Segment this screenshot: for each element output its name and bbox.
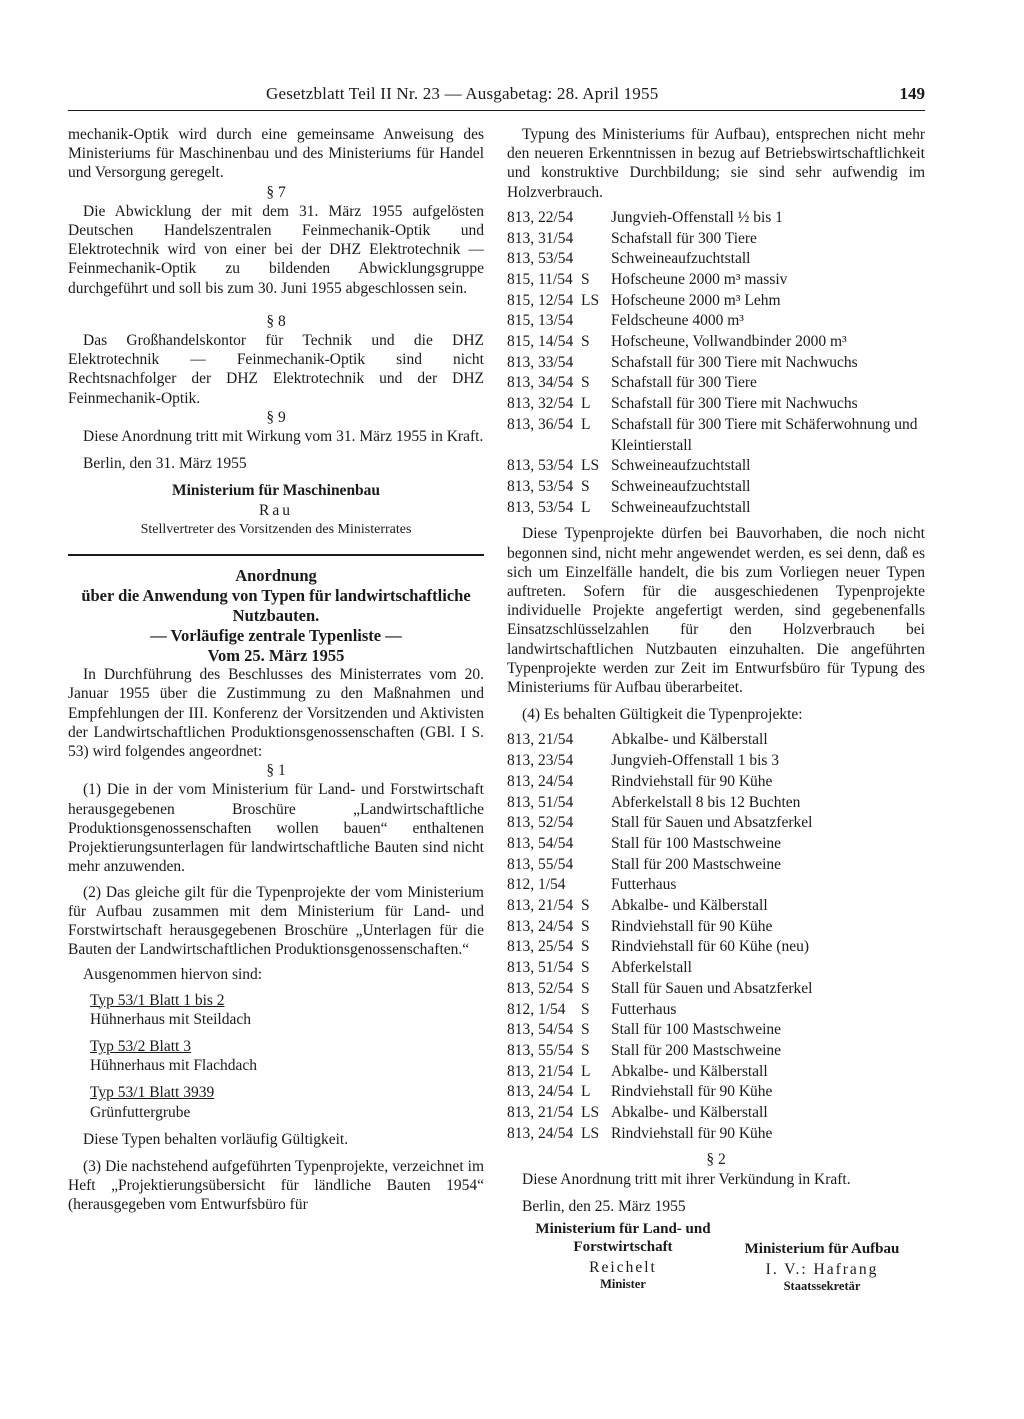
project-row (507, 249, 925, 270)
section-2-text: Diese Anordnung tritt mit ihrer Verkündung in Kraft. (522, 1170, 851, 1188)
project-name: Futterhaus (611, 1000, 677, 1018)
project-variant: L (581, 395, 591, 413)
exception-item (90, 1083, 484, 1123)
project-number: 813, 25/54 (507, 938, 574, 956)
project-row (507, 793, 925, 814)
project-row (507, 958, 925, 979)
project-number: 813, 54/54 (507, 834, 574, 852)
decree-title-1: Anordnung (235, 566, 317, 586)
project-variant: L (581, 1083, 591, 1101)
project-row (507, 415, 925, 456)
project-row (507, 855, 925, 876)
intro-text: mechanik-Optik wird durch eine gemeinsame Anweisung des Ministeriums für Maschinenbau und des Ministeriums für Handel und Versorgung geregelt. (68, 126, 484, 182)
project-row (507, 1082, 925, 1103)
page-number: 149 (899, 84, 925, 103)
project-row (507, 353, 925, 374)
project-name: Schweineaufzuchtstall (611, 457, 751, 475)
decree-title-2: über die Anwendung von Typen für landwirtschaftliche Nutzbauten. (81, 586, 471, 626)
signer-role: Minister (600, 1277, 646, 1292)
signature-block (507, 1220, 925, 1300)
project-variant (581, 813, 611, 834)
list1-note: Diese Typenprojekte dürfen bei Bauvorhaben, die noch nicht begonnen sind, nicht mehr angewendet werden, es sei denn, daß es sich um Einzelfälle handelt, die bis zum Vorliegen neuer Typen auftreten. Sofern für die ausgeschiedenen Typenprojekte individuelle Projekte angefertigt werden, sind gegebenenfalls Einsatzschlüsselzahlen für den Holzverbrauch bei landwirtschaftlichen Nutzbauten einzuhalten. Die angeführten Typenprojekte werden zur Zeit im Entwurfsbüro für Typung des Ministeriums für Aufbau überarbeitet. (507, 525, 925, 696)
project-name: Hofscheune 2000 m³ massiv (611, 270, 788, 288)
ministry-name: Ministerium für Maschinenbau (171, 482, 381, 500)
project-number: 813, 33/54 (507, 353, 574, 371)
withdrawn-projects-table (507, 208, 925, 519)
project-variant (581, 875, 611, 896)
project-number: 813, 52/54 (507, 814, 574, 832)
exception-type: Typ 53/2 Blatt 3 (90, 1037, 191, 1055)
project-number: 815, 11/54 (507, 270, 573, 288)
project-variant: S (581, 270, 590, 288)
project-row (507, 917, 925, 938)
section-8-heading: § 8 (266, 312, 286, 330)
project-row (507, 772, 925, 793)
right-column (507, 125, 925, 1300)
project-variant: S (581, 333, 590, 351)
exception-item (90, 1037, 484, 1077)
project-name: Rindviehstall für 60 Kühe (neu) (611, 938, 810, 956)
project-variant: LS (581, 291, 600, 309)
project-name: Abkalbe- und Kälberstall (611, 1104, 768, 1122)
project-variant: S (581, 1021, 590, 1039)
project-variant: S (581, 1041, 590, 1059)
page-header (68, 84, 925, 111)
signer-person: Reichelt (589, 1259, 657, 1277)
project-name: Schafstall für 300 Tiere (611, 229, 757, 247)
project-variant: LS (581, 457, 600, 475)
project-name: Stall für 100 Mastschweine (611, 834, 782, 852)
project-number: 813, 32/54 (507, 395, 574, 413)
project-variant: S (581, 1000, 590, 1018)
project-row (507, 1020, 925, 1041)
left-column (68, 125, 484, 1215)
project-row (507, 937, 925, 958)
project-row (507, 270, 925, 291)
exception-desc: Hühnerhaus mit Steildach (90, 1010, 251, 1028)
project-number: 813, 21/54 (507, 897, 574, 915)
project-name: Jungvieh-Offenstall ½ bis 1 (611, 208, 783, 226)
project-row (507, 979, 925, 1000)
project-variant (581, 229, 611, 250)
exceptions-intro: Ausgenommen hiervon sind: (83, 966, 263, 984)
signer-name: Rau (259, 501, 293, 519)
section-7-heading: § 7 (266, 183, 286, 201)
project-row (507, 1124, 925, 1145)
project-variant (581, 855, 611, 876)
project-name: Schafstall für 300 Tiere (611, 374, 757, 392)
exception-desc: Hühnerhaus mit Flachdach (90, 1057, 258, 1075)
project-row (507, 332, 925, 353)
signer-org: Ministerium für Aufbau (744, 1241, 900, 1258)
continuation-text: Typung des Ministeriums für Aufbau), entsprechen nicht mehr den neueren Erkenntnissen in bezug auf Betriebswirtschaftlichkeit und konstruktive Durchbildung; sie sind sehr aufwendig im Holzverbrauch. (507, 126, 925, 201)
project-name: Schweineaufzuchtstall (611, 250, 751, 268)
exception-desc: Grünfuttergrube (90, 1103, 191, 1121)
project-variant (581, 834, 611, 855)
project-number: 813, 53/54 (507, 250, 574, 268)
project-number: 813, 23/54 (507, 752, 574, 770)
para-4-intro: (4) Es behalten Gültigkeit die Typenprojekte: (522, 706, 803, 724)
project-name: Schweineaufzuchtstall (611, 498, 751, 516)
project-name: Rindviehstall für 90 Kühe (611, 917, 773, 935)
project-variant: L (581, 1062, 591, 1080)
project-variant (581, 751, 611, 772)
signer-agriculture (529, 1220, 717, 1292)
project-row (507, 1062, 925, 1083)
project-number: 812, 1/54 (507, 1000, 566, 1018)
project-row (507, 311, 925, 332)
validity-note: Diese Typen behalten vorläufig Gültigkeit. (83, 1130, 349, 1148)
project-variant (581, 353, 611, 374)
exception-type: Typ 53/1 Blatt 3939 (90, 1084, 215, 1102)
header-title: Gesetzblatt Teil II Nr. 23 — Ausgabetag: 28. April 1955 (266, 84, 659, 103)
project-variant: S (581, 917, 590, 935)
section-9-heading: § 9 (266, 408, 286, 426)
project-number: 815, 13/54 (507, 312, 574, 330)
project-variant (581, 772, 611, 793)
project-name: Abferkelstall 8 bis 12 Buchten (611, 793, 801, 811)
project-variant (581, 730, 611, 751)
project-number: 813, 21/54 (507, 1104, 574, 1122)
section-9-text: Diese Anordnung tritt mit Wirkung vom 31. März 1955 in Kraft. (83, 428, 484, 446)
project-row (507, 229, 925, 250)
project-number: 813, 31/54 (507, 229, 574, 247)
project-number: 813, 24/54 (507, 917, 574, 935)
project-name: Futterhaus (611, 876, 677, 894)
project-name: Abkalbe- und Kälberstall (611, 731, 768, 749)
project-number: 813, 54/54 (507, 1021, 574, 1039)
project-variant: LS (581, 1124, 600, 1142)
project-variant: S (581, 959, 590, 977)
project-row (507, 896, 925, 917)
section-2-heading: § 2 (706, 1151, 726, 1169)
project-number: 813, 52/54 (507, 979, 574, 997)
project-name: Schafstall für 300 Tiere mit Schäferwohnung und Kleintierstall (611, 415, 918, 454)
project-number: 813, 34/54 (507, 374, 574, 392)
project-name: Stall für 100 Mastschweine (611, 1021, 782, 1039)
project-variant: S (581, 477, 590, 495)
signer-role: Stellvertreter des Vorsitzenden des Ministerrates (140, 521, 412, 537)
project-number: 813, 51/54 (507, 793, 574, 811)
section-1-para-2: (2) Das gleiche gilt für die Typenprojekte der vom Ministerium für Aufbau zusammen mit dem Ministerium für Land- und Forstwirtschaft herausgegebenen Broschüre „Unterlagen für die Bauten der Landwirtschaftlichen Produktionsgenossenschaften.“ (68, 883, 484, 959)
project-number: 813, 24/54 (507, 1083, 574, 1101)
project-number: 815, 12/54 (507, 291, 574, 309)
project-variant (581, 208, 611, 229)
project-row (507, 394, 925, 415)
project-name: Rindviehstall für 90 Kühe (611, 1083, 773, 1101)
project-row (507, 477, 925, 498)
place-date: Berlin, den 31. März 1955 (83, 455, 247, 473)
project-variant: S (581, 938, 590, 956)
place-date-2: Berlin, den 25. März 1955 (522, 1197, 686, 1215)
project-variant: LS (581, 1104, 600, 1122)
project-variant: L (581, 498, 591, 516)
project-row (507, 751, 925, 772)
project-name: Schafstall für 300 Tiere mit Nachwuchs (611, 395, 858, 413)
preamble: In Durchführung des Beschlusses des Ministerrates vom 20. Januar 1955 über die Zustimmung zu den Maßnahmen und Empfehlungen der III. Konferenz der Vorsitzenden und Aktivisten der Landwirtschaftlichen Produktionsgenossenschaften (GBl. I S. 53) wird folgendes angeordnet: (68, 666, 484, 761)
project-row (507, 1041, 925, 1062)
project-number: 813, 24/54 (507, 772, 574, 790)
project-row (507, 291, 925, 312)
project-name: Abkalbe- und Kälberstall (611, 897, 768, 915)
project-name: Stall für Sauen und Absatzferkel (611, 814, 813, 832)
project-row (507, 1103, 925, 1124)
section-1-para-3: (3) Die nachstehend aufgeführten Typenprojekte, verzeichnet im Heft „Projektierungsübersicht für ländliche Bauten 1954“ (herausgegeben vom Entwurfsbüro für (68, 1157, 484, 1214)
project-name: Hofscheune, Vollwandbinder 2000 m³ (611, 333, 847, 351)
project-number: 813, 53/54 (507, 498, 574, 516)
project-number: 813, 53/54 (507, 477, 574, 495)
decree-title-3: — Vorläufige zentrale Typenliste — (150, 626, 402, 646)
project-variant: S (581, 979, 590, 997)
project-number: 813, 53/54 (507, 457, 574, 475)
section-8-text: Das Großhandelskontor für Technik und die DHZ Elektrotechnik — Feinmechanik-Optik sind nicht Rechtsnachfolger der DHZ Elektrotechnik und der DHZ Feinmechanik-Optik. (68, 332, 484, 407)
project-name: Rindviehstall für 90 Kühe (611, 772, 773, 790)
project-number: 813, 21/54 (507, 731, 574, 749)
project-name: Hofscheune 2000 m³ Lehm (611, 291, 781, 309)
project-row (507, 813, 925, 834)
project-number: 815, 14/54 (507, 333, 574, 351)
project-variant (581, 249, 611, 270)
section-1-para-1: (1) Die in der vom Ministerium für Land- und Forstwirtschaft herausgegebenen Broschüre „Landwirtschaftliche Produktionsgenossenschaften wollen bauen“ enthaltenen Projektierungsunterlagen für landwirtschaftliche Bauten sind nicht mehr anzuwenden. (68, 781, 484, 876)
project-row (507, 1000, 925, 1021)
signer-role: Staatssekretär (783, 1279, 861, 1294)
project-number: 813, 24/54 (507, 1124, 574, 1142)
valid-projects-table (507, 730, 925, 1144)
project-variant (581, 311, 611, 332)
project-number: 813, 36/54 (507, 415, 574, 433)
project-name: Rindviehstall für 90 Kühe (611, 1124, 773, 1142)
project-number: 813, 21/54 (507, 1062, 574, 1080)
exception-types (90, 991, 484, 1124)
project-name: Stall für Sauen und Absatzferkel (611, 979, 813, 997)
project-variant: L (581, 415, 591, 433)
project-number: 812, 1/54 (507, 876, 566, 894)
project-row (507, 208, 925, 229)
signer-person: I. V.: Hafrang (765, 1261, 879, 1279)
project-number: 813, 22/54 (507, 208, 574, 226)
project-row (507, 373, 925, 394)
project-number: 813, 55/54 (507, 855, 574, 873)
project-name: Stall für 200 Mastschweine (611, 855, 782, 873)
project-name: Abferkelstall (611, 959, 692, 977)
project-name: Schweineaufzuchtstall (611, 477, 751, 495)
exception-type: Typ 53/1 Blatt 1 bis 2 (90, 991, 225, 1009)
signer-construction (719, 1240, 925, 1294)
project-variant: S (581, 374, 590, 392)
project-row (507, 498, 925, 519)
project-row (507, 730, 925, 751)
project-variant (581, 793, 611, 814)
exception-item (90, 991, 484, 1031)
project-number: 813, 55/54 (507, 1041, 574, 1059)
separator (68, 554, 484, 556)
project-row (507, 834, 925, 855)
project-name: Schafstall für 300 Tiere mit Nachwuchs (611, 353, 858, 371)
project-name: Feldscheune 4000 m³ (611, 312, 744, 330)
project-row (507, 875, 925, 896)
project-name: Stall für 200 Mastschweine (611, 1041, 782, 1059)
section-7-text: Die Abwicklung der mit dem 31. März 1955 aufgelösten Deutschen Handelszentralen Feinmechanik-Optik und Elektrotechnik wird von einer bei der DHZ Elektrotechnik — Feinmechanik-Optik zu bildenden Abwicklungsgruppe durchgeführt und soll bis zum 30. Juni 1955 abgeschlossen sein. (68, 202, 484, 297)
section-1-heading: § 1 (266, 762, 286, 780)
project-name: Abkalbe- und Kälberstall (611, 1062, 768, 1080)
project-row (507, 456, 925, 477)
project-number: 813, 51/54 (507, 959, 574, 977)
project-name: Jungvieh-Offenstall 1 bis 3 (611, 752, 780, 770)
project-variant: S (581, 897, 590, 915)
signer-org: Ministerium für Land- und Forstwirtschaft (535, 1221, 711, 1256)
decree-date: Vom 25. März 1955 (207, 646, 345, 666)
